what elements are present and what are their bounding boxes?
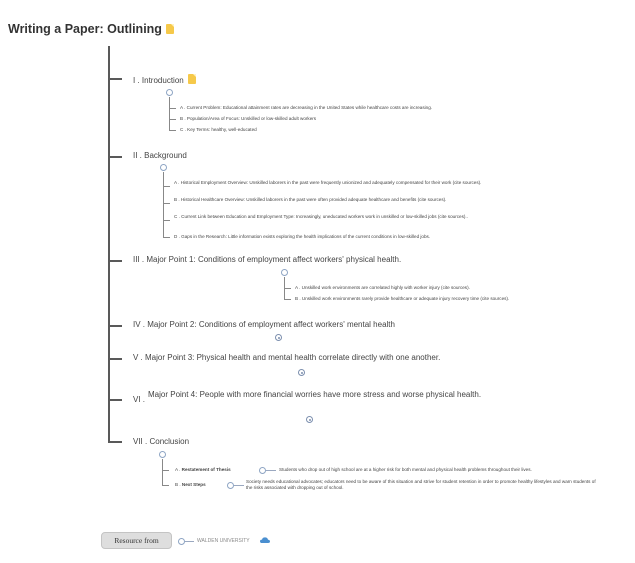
note-icon[interactable] bbox=[166, 24, 174, 34]
subtopic-item[interactable] bbox=[295, 285, 470, 291]
subtopic-letter: B . bbox=[295, 296, 301, 301]
subtopic-text: Historical Employment Overview: Unskilled laborers in the past were frequently unionized and adequately compensated for their work (cite sources). bbox=[180, 180, 482, 185]
map-title bbox=[8, 22, 174, 36]
subtopic-letter: D . bbox=[174, 234, 180, 239]
topic-label: Major Point 1: Conditions of employment affect workers' physical health. bbox=[146, 255, 402, 264]
resource-from-label: Resource from bbox=[114, 536, 159, 545]
branch-line bbox=[162, 459, 163, 485]
subtopic-letter: C . bbox=[180, 127, 186, 132]
subtopic-note bbox=[246, 479, 598, 491]
subtopic-note-text: Society needs educational advocates; educators need to be aware of this situation and strive for student retention in order to promote healthy lifestyles and warn students of the risks associated with dropping out of school. bbox=[246, 479, 596, 490]
branch-tick bbox=[163, 203, 170, 204]
branch-tick bbox=[163, 237, 170, 238]
expand-icon[interactable] bbox=[306, 416, 313, 423]
map-title-text: Writing a Paper: Outlining bbox=[8, 22, 162, 36]
topic-label: Conclusion bbox=[149, 437, 190, 446]
note-link-icon[interactable] bbox=[227, 482, 234, 489]
topic-major-point-1[interactable] bbox=[133, 255, 401, 264]
subtopic-note-text: Students who drop out of high school are at a higher risk for both mental and physical health problems throughout their lives. bbox=[279, 467, 532, 472]
branch-tick bbox=[162, 470, 169, 471]
topic-major-point-3[interactable] bbox=[133, 353, 440, 362]
note-connector bbox=[266, 470, 276, 471]
subtopic-label: Restatement of Thesis bbox=[181, 467, 231, 472]
subtopic-letter: B . bbox=[174, 197, 180, 202]
subtopic-item[interactable] bbox=[174, 180, 524, 186]
note-connector bbox=[234, 485, 244, 486]
topic-number-wrap bbox=[133, 395, 145, 404]
subtopic-letter: A . bbox=[175, 467, 181, 472]
collapse-icon[interactable] bbox=[160, 164, 167, 171]
topic-major-point-2[interactable] bbox=[133, 320, 395, 329]
topic-label: Background bbox=[144, 151, 187, 160]
topic-connector bbox=[108, 325, 122, 327]
subtopic-item[interactable] bbox=[180, 127, 257, 133]
topic-label: Major Point 2: Conditions of employment affect workers' mental health bbox=[147, 320, 395, 329]
subtopic-text: Key Terms: healthy, well-educated bbox=[187, 127, 257, 132]
subtopic-item[interactable] bbox=[180, 105, 432, 111]
topic-number: I . bbox=[133, 76, 140, 85]
subtopic-letter: A . bbox=[180, 105, 186, 110]
subtopic-restatement-of-thesis[interactable] bbox=[175, 467, 231, 473]
subtopic-text: Current Problem: Educational attainment rates are decreasing in the United States while healthcare costs are increasing. bbox=[186, 105, 433, 110]
subtopic-text: Historical Healthcare Overview: Unskilled laborers in the past were often provided adequate healthcare and benefits (cite sources). bbox=[180, 197, 447, 202]
branch-tick bbox=[169, 130, 176, 131]
topic-introduction[interactable] bbox=[133, 74, 196, 85]
branch-tick bbox=[284, 288, 291, 289]
topic-label: Major Point 4: People with more financial worries have more stress and worse physical health. bbox=[148, 390, 482, 399]
subtopic-note bbox=[279, 467, 532, 473]
branch-tick bbox=[284, 299, 291, 300]
subtopic-item[interactable] bbox=[174, 197, 524, 203]
expand-icon[interactable] bbox=[298, 369, 305, 376]
subtopic-text: Current Link between Education and Employment Type: Increasingly, uneducated workers work in unskilled or low-skilled jobs (cite sources).. bbox=[181, 214, 468, 219]
subtopic-item[interactable] bbox=[174, 214, 524, 220]
topic-connector bbox=[108, 441, 122, 443]
topic-conclusion[interactable] bbox=[133, 437, 189, 446]
subtopic-item[interactable] bbox=[180, 116, 316, 122]
resource-from-button[interactable] bbox=[101, 532, 172, 549]
link-icon bbox=[178, 538, 185, 545]
subtopic-letter: A . bbox=[295, 285, 301, 290]
topic-number: V . bbox=[133, 353, 143, 362]
subtopic-letter: B . bbox=[175, 482, 181, 487]
note-link-icon[interactable] bbox=[259, 467, 266, 474]
branch-tick bbox=[169, 119, 176, 120]
topic-connector bbox=[108, 78, 122, 80]
footer-connector bbox=[185, 541, 194, 542]
topic-number: IV . bbox=[133, 320, 146, 329]
topic-label: Introduction bbox=[141, 76, 184, 85]
branch-tick bbox=[169, 108, 176, 109]
branch-line bbox=[169, 97, 170, 130]
source-name: WALDEN UNIVERSITY bbox=[197, 538, 250, 544]
topic-connector bbox=[108, 260, 122, 262]
topic-number: VI . bbox=[133, 395, 146, 404]
branch-tick bbox=[163, 220, 170, 221]
subtopic-text: Unskilled work environments are correlated highly with worker injury (cite sources). bbox=[301, 285, 470, 290]
branch-line bbox=[163, 172, 164, 237]
outline-spine bbox=[108, 46, 110, 442]
topic-connector bbox=[108, 156, 122, 158]
topic-connector bbox=[108, 399, 122, 401]
topic-major-point-4[interactable] bbox=[148, 390, 493, 399]
subtopic-item[interactable] bbox=[295, 296, 509, 302]
subtopic-text: Population/Area of Focus: Unskilled or low-skilled adult workers bbox=[186, 116, 317, 121]
topic-number: III . bbox=[133, 255, 145, 264]
subtopic-next-steps[interactable] bbox=[175, 482, 206, 488]
topic-label: Major Point 3: Physical health and mental health correlate directly with one another. bbox=[145, 353, 441, 362]
subtopic-label: Next Steps bbox=[181, 482, 206, 487]
topic-number: VII . bbox=[133, 437, 148, 446]
subtopic-item[interactable] bbox=[174, 234, 430, 240]
expand-icon[interactable] bbox=[275, 334, 282, 341]
note-icon[interactable] bbox=[188, 74, 196, 84]
subtopic-text: Unskilled work environments rarely provide healthcare or adequate injury recovery time (cite sources). bbox=[301, 296, 510, 301]
subtopic-letter: C . bbox=[174, 214, 180, 219]
topic-background[interactable] bbox=[133, 151, 187, 160]
collapse-icon[interactable] bbox=[159, 451, 166, 458]
cloud-icon bbox=[260, 537, 270, 543]
branch-tick bbox=[162, 485, 169, 486]
topic-connector bbox=[108, 358, 122, 360]
subtopic-letter: A . bbox=[174, 180, 180, 185]
subtopic-text: Gaps in the Research: Little information exists exploring the health implications of the current conditions in low-skilled jobs. bbox=[181, 234, 431, 239]
branch-tick bbox=[163, 186, 170, 187]
collapse-icon[interactable] bbox=[166, 89, 173, 96]
topic-number: II . bbox=[133, 151, 142, 160]
subtopic-letter: B . bbox=[180, 116, 186, 121]
collapse-icon[interactable] bbox=[281, 269, 288, 276]
